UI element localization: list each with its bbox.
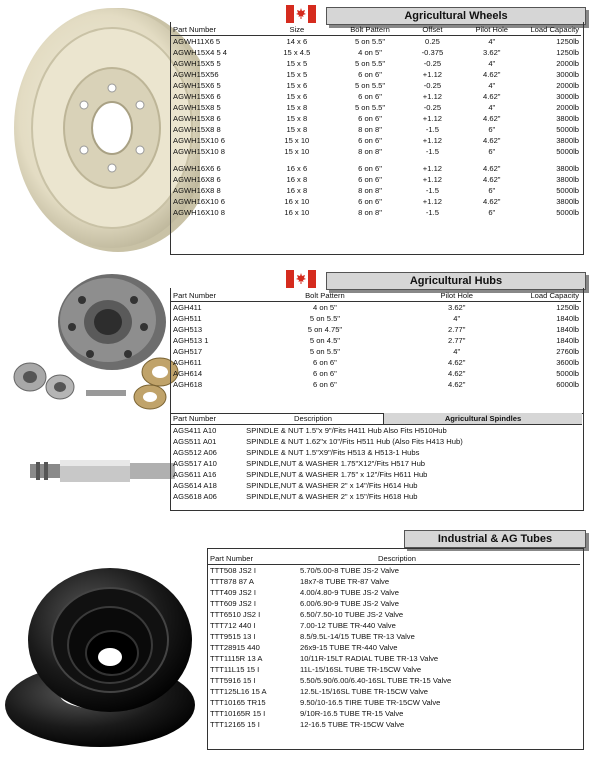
hubs-table-row-cell: 4.62": [447, 380, 466, 389]
wheels-table-row-cell: AGWH15X8 6: [173, 114, 221, 123]
hubs-table-row-cell: AGH511: [173, 314, 202, 323]
hubs-table-row-cell: 6000lb: [556, 380, 579, 389]
wheels-table-row-cell: 6 on 6": [358, 164, 382, 173]
tubes-table-row-cell: 9.50/10-16.5 TIRE TUBE TR-15CW Valve: [300, 698, 441, 707]
spindles-table-row-cell: AGS611 A16: [173, 470, 217, 479]
spindles-table-row: [171, 469, 581, 480]
tubes-table-row-cell: TTT878 87 A: [210, 577, 254, 586]
tubes-table-row: [208, 631, 580, 642]
hubs-table-row-cell: 5 on 4.75": [307, 325, 343, 334]
wheels-table-row: [171, 80, 581, 91]
wheels-table-row-cell: 3800lb: [556, 175, 579, 184]
wheels-table-row-cell: -0.375: [421, 48, 444, 57]
hubs-table-row-cell: 6 on 6": [313, 358, 337, 367]
tubes-table-row-cell: 12-16.5 TUBE TR-15CW Valve: [300, 720, 405, 729]
spindles-table-row-cell: AGS618 A06: [173, 492, 217, 501]
wheels-table-row-cell: 1250lb: [556, 37, 579, 46]
wheels-table-row-cell: 3800lb: [556, 136, 579, 145]
tubes-col-description: Description: [298, 553, 580, 565]
wheels-table-row-cell: -1.5: [425, 208, 439, 217]
wheels-table-row-cell: 4.62": [483, 197, 501, 206]
wheels-table-row-cell: 6": [488, 125, 496, 134]
spindles-col-description: Description: [294, 414, 332, 423]
wheels-col-bolt-pattern: Bolt Pattern: [333, 24, 406, 36]
wheels-table-row-cell: 5 on 5.5": [354, 59, 386, 68]
wheels-table-row-cell: 4.62": [483, 136, 501, 145]
hubs-table-row-cell: 2760lb: [556, 347, 579, 356]
hubs-table-row: [171, 335, 581, 346]
tubes-table-row: [208, 642, 580, 653]
tubes-table-row: [208, 708, 580, 719]
tubes-table-row-cell: 5.50/5.90/6.00/6.40-16SL TUBE TR-15 Valve: [300, 676, 452, 685]
wheels-table-row-cell: 4": [488, 59, 496, 68]
wheels-table-row: [171, 36, 581, 48]
wheels-table-row-cell: 8 on 8": [358, 125, 382, 134]
wheels-table-row: [171, 91, 581, 102]
spindles-table-row: [171, 425, 581, 436]
tubes-table-row-cell: TTT409 JS2 I: [210, 588, 257, 597]
wheels-table-row-cell: AGWH15X6 6: [173, 92, 221, 101]
wheels-table-row-cell: 4.62": [483, 92, 501, 101]
wheels-table-row-cell: AGWH16X8 6: [173, 175, 221, 184]
hubs-col-bolt-pattern: Bolt Pattern: [254, 290, 396, 302]
wheels-table-row-cell: AGWH15X56: [173, 70, 219, 79]
spindles-table-row-cell: AGS411 A10: [173, 426, 217, 435]
hubs-table-row-cell: 6 on 6": [313, 369, 337, 378]
wheels-table-row-cell: 4": [488, 81, 496, 90]
wheels-table-row-cell: AGWH16X6 6: [173, 164, 221, 173]
wheels-table-row-cell: 5000lb: [556, 208, 579, 217]
wheels-table-row-cell: 4": [488, 103, 496, 112]
tubes-table-row: [208, 697, 580, 708]
wheels-table-row-cell: 6 on 6": [358, 114, 382, 123]
tubes-table-row: [208, 653, 580, 664]
wheels-table-row-cell: 4.62": [483, 114, 501, 123]
wheels-table-row-cell: +1.12: [422, 70, 443, 79]
wheels-table-row-cell: 3000lb: [556, 92, 579, 101]
wheels-table-row-cell: AGWH15X6 5: [173, 81, 221, 90]
spindles-table-row: [171, 491, 581, 502]
wheels-table-row-cell: 2000lb: [556, 81, 579, 90]
agricultural-wheels-title: Agricultural Wheels: [326, 7, 586, 25]
tubes-table-row-cell: TTT11L15 15 I: [210, 665, 260, 674]
wheels-table-row-cell: +1.12: [422, 114, 443, 123]
wheels-table-row-cell: 15 x 5: [286, 70, 308, 79]
spindles-table-row-cell: SPINDLE,NUT & WASHER 2" x 14"/Fits H614 Hub: [246, 481, 418, 490]
spindles-table-row-cell: AGS517 A10: [173, 459, 217, 468]
wheels-table-row-cell: -1.5: [425, 186, 439, 195]
wheels-table-row-cell: 1250lb: [556, 48, 579, 57]
hubs-table-row-cell: 3.62": [447, 303, 466, 312]
wheels-table-row-cell: AGWH15X8 8: [173, 125, 221, 134]
hubs-table-row-cell: 5 on 5.5": [309, 347, 341, 356]
hubs-table-row-cell: 6 on 6": [313, 380, 337, 389]
hubs-table-row-cell: AGH614: [173, 369, 203, 378]
wheels-table-row-cell: 6 on 6": [358, 136, 382, 145]
wheels-table-row: [171, 146, 581, 157]
canada-flag-icon: [286, 5, 316, 23]
wheels-table-row-cell: AGWH16X8 8: [173, 186, 221, 195]
hubs-table-row: [171, 346, 581, 357]
hubs-table-row: [171, 357, 581, 368]
wheels-table-row: [171, 113, 581, 124]
hubs-table-row: [171, 368, 581, 379]
wheels-table-row-cell: +1.12: [422, 175, 443, 184]
wheels-table-row: [171, 163, 581, 174]
hubs-table-row-cell: 4": [453, 314, 461, 323]
wheels-table-row-cell: AGWH15X4 5 4: [173, 48, 228, 57]
wheels-col-pilot-hole: Pilot Hole: [458, 24, 525, 36]
wheels-table-row: [171, 58, 581, 69]
wheels-table-row-cell: 4 on 5": [358, 48, 382, 57]
wheels-table-row-cell: +1.12: [422, 197, 443, 206]
wheels-table-row-cell: 6": [488, 147, 496, 156]
agricultural-hubs-title: Agricultural Hubs: [326, 272, 586, 290]
canada-flag-icon: [286, 270, 316, 288]
tubes-col-part-number: Part Number: [208, 553, 298, 565]
spindles-header: [171, 413, 381, 424]
tubes-table-row-cell: 26x9-15 TUBE TR-440 Valve: [300, 643, 398, 652]
hubs-table-row-cell: 1840lb: [556, 336, 579, 345]
wheels-table-row-cell: 5000lb: [556, 186, 579, 195]
wheels-table-row-cell: -0.25: [423, 59, 442, 68]
hubs-table-row: [171, 379, 581, 390]
wheels-table-row-cell: AGWH15X8 5: [173, 103, 221, 112]
wheels-table-row-cell: 5 on 5.5": [354, 103, 386, 112]
hubs-table-row-cell: 4.62": [447, 358, 466, 367]
wheels-table-row-cell: 5 on 5.5": [354, 37, 386, 46]
tubes-table-row: [208, 620, 580, 631]
tubes-table-row-cell: 6.50/7.50-10 TUBE JS-2 Valve: [300, 610, 404, 619]
tubes-table-row-cell: 5.70/5.00-8 TUBE JS-2 Valve: [300, 566, 399, 575]
spindles-table-row-cell: AGS614 A18: [173, 481, 217, 490]
wheels-table-row-cell: 5 on 5.5": [354, 81, 386, 90]
wheels-table-row-cell: -1.5: [425, 147, 439, 156]
tubes-table-row-cell: 4.00/4.80-9 TUBE JS-2 Valve: [300, 588, 399, 597]
tubes-table-row-cell: 9/10R-16.5 TUBE TR-15 Valve: [300, 709, 404, 718]
tubes-table-row-cell: 6.00/6.90-9 TUBE JS-2 Valve: [300, 599, 399, 608]
agricultural-hub-image: [0, 262, 190, 427]
wheels-table-row: [171, 174, 581, 185]
hubs-table-row: [171, 324, 581, 335]
hubs-table-row-cell: 1840lb: [556, 314, 579, 323]
wheels-table-row: [171, 207, 581, 218]
tubes-table-row-cell: TTT10165 TR15: [210, 698, 266, 707]
wheels-table-row-cell: 3800lb: [556, 197, 579, 206]
hubs-table-row-cell: 1250lb: [556, 303, 579, 312]
wheels-table-row-cell: 16 x 8: [286, 175, 308, 184]
tubes-table-row: [208, 587, 580, 598]
tubes-table-row: [208, 719, 580, 730]
tubes-table-row-cell: 12.5L-15/16SL TUBE TR-15CW Valve: [300, 687, 429, 696]
wheels-table-row-cell: 16 x 10: [284, 208, 310, 217]
wheels-table-row-cell: 15 x 8: [286, 125, 308, 134]
wheels-table-row-cell: 6 on 6": [358, 175, 382, 184]
wheels-table-row-cell: 6": [488, 186, 496, 195]
spindles-table-row-cell: SPINDLE,NUT & WASHER 1.75" x 12"/Fits H611 Hub: [246, 470, 428, 479]
wheels-table-row-cell: 6 on 6": [358, 92, 382, 101]
wheels-table-row: [171, 47, 581, 58]
wheels-table-row-cell: 16 x 8: [286, 186, 308, 195]
wheels-table-row: [171, 69, 581, 80]
wheels-table-row-cell: 14 x 6: [286, 37, 308, 46]
hubs-table-row-cell: AGH618: [173, 380, 203, 389]
wheels-table-row: [171, 102, 581, 113]
wheels-col-part-number: Part Number: [171, 24, 260, 36]
tubes-table-row-cell: TTT28915 440: [210, 643, 260, 652]
wheels-table-row-cell: 3000lb: [556, 70, 579, 79]
wheels-table-row-cell: AGWH15X10 8: [173, 147, 225, 156]
spindles-table-row: [171, 447, 581, 458]
wheels-table-row-cell: 15 x 8: [286, 103, 308, 112]
tubes-table-row: [208, 576, 580, 587]
wheels-table: [171, 24, 581, 218]
wheels-table-row-cell: 8 on 8": [358, 186, 382, 195]
wheels-col-load-capacity: Load Capacity: [525, 24, 581, 36]
wheels-table-row-cell: 15 x 10: [284, 136, 310, 145]
spindles-col-part-number: Part Number: [173, 414, 217, 423]
wheels-table-row-cell: 3.62": [483, 48, 501, 57]
wheels-table-row-cell: 15 x 6: [286, 81, 308, 90]
wheels-table-row-cell: 6": [488, 208, 496, 217]
hubs-table-row-cell: AGH513: [173, 325, 203, 334]
tubes-table-row-cell: TTT5916 15 I: [210, 676, 256, 685]
wheels-table-row-cell: 2000lb: [556, 103, 579, 112]
wheels-table-row-cell: 16 x 6: [286, 164, 308, 173]
spindles-table-row-cell: SPINDLE,NUT & WASHER 2" x 15"/Fits H618 Hub: [246, 492, 418, 501]
hubs-table-row-cell: AGH517: [173, 347, 203, 356]
hubs-table-row: [171, 302, 581, 314]
spindles-table-row-cell: SPINDLE & NUT 1.62"x 10"/Fits H511 Hub (Also Fits H413 Hub): [246, 437, 463, 446]
wheels-table-row-cell: AGWH16X10 6: [173, 197, 225, 206]
hubs-table-row-cell: 4.62": [447, 369, 466, 378]
wheels-table-row-cell: 4.62": [483, 175, 501, 184]
hubs-table-row-cell: 1840lb: [556, 325, 579, 334]
tubes-table-row: [208, 598, 580, 609]
wheels-table-row-cell: 8 on 8": [358, 147, 382, 156]
wheels-table-row: [171, 185, 581, 196]
tubes-table-row-cell: TTT9515 13 I: [210, 632, 256, 641]
tubes-table-row-cell: 18x7-8 TUBE TR-87 Valve: [300, 577, 390, 586]
tubes-table-row-cell: TTT125L16 15 A: [210, 687, 267, 696]
wheels-table-row-cell: AGWH15X10 6: [173, 136, 225, 145]
wheels-table-row-cell: +1.12: [422, 92, 443, 101]
spindles-table-row: [171, 458, 581, 469]
wheels-table-row-cell: +1.12: [422, 136, 443, 145]
spindles-table-row-cell: SPINDLE & NUT 1.5"x 9"/Fits H411 Hub Also Fits H510Hub: [246, 426, 447, 435]
wheels-table-row-cell: 2000lb: [556, 59, 579, 68]
tubes-table-row-cell: TTT10165R 15 I: [210, 709, 266, 718]
spindles-table-row-cell: AGS512 A06: [173, 448, 217, 457]
wheels-table-row: [171, 124, 581, 135]
industrial-ag-tubes-title: Industrial & AG Tubes: [404, 530, 586, 548]
hubs-table-row-cell: 5 on 4.5": [309, 336, 341, 345]
wheels-table-row-cell: 15 x 8: [286, 114, 308, 123]
hubs-col-part-number: Part Number: [171, 290, 254, 302]
wheels-table-row-cell: 6 on 6": [358, 197, 382, 206]
wheels-table-row-cell: 15 x 4.5: [283, 48, 311, 57]
tubes-table: [208, 553, 580, 730]
wheels-table-row: [171, 196, 581, 207]
wheels-table-row-cell: 5000lb: [556, 125, 579, 134]
hubs-table-row-cell: 4 on 5": [313, 303, 337, 312]
tubes-table-row-cell: TTT508 JS2 I: [210, 566, 257, 575]
spindles-table: [171, 425, 581, 502]
tubes-table-row: [208, 686, 580, 697]
tubes-table-row: [208, 609, 580, 620]
hubs-table-row-cell: AGH513 1: [173, 336, 209, 345]
tubes-table-row: [208, 664, 580, 675]
tubes-table-row: [208, 565, 580, 577]
wheels-table-row-cell: +1.12: [422, 164, 443, 173]
agricultural-spindles-title: Agricultural Spindles: [383, 413, 582, 424]
hubs-table-row-cell: 2.77": [447, 325, 466, 334]
hubs-col-pilot-hole: Pilot Hole: [396, 290, 518, 302]
tubes-table-row-cell: TTT609 JS2 I: [210, 599, 257, 608]
tubes-table-row-cell: TTT1115R 13 A: [210, 654, 263, 663]
industrial-tube-image: [0, 555, 205, 755]
hubs-col-load-capacity: Load Capacity: [518, 290, 581, 302]
tubes-table-row-cell: TTT12165 15 I: [210, 720, 260, 729]
wheels-table-row-cell: 15 x 10: [284, 147, 310, 156]
tubes-table-row-cell: TTT712 440 I: [210, 621, 256, 630]
hubs-table-row-cell: 4": [453, 347, 461, 356]
wheels-col-offset: Offset: [407, 24, 458, 36]
hubs-table-row-cell: 5 on 5.5": [309, 314, 341, 323]
spindles-table-row-cell: SPINDLE & NUT 1.5"X9"/Fits H513 & H513-1 Hubs: [246, 448, 420, 457]
wheels-table-row-cell: 5000lb: [556, 147, 579, 156]
hubs-table-row-cell: 2.77": [447, 336, 466, 345]
wheels-table-row-cell: AGWH11X6 5: [173, 37, 221, 46]
wheels-table-row-cell: -0.25: [423, 81, 442, 90]
wheels-table-row-cell: 15 x 5: [286, 59, 308, 68]
wheels-table-row-cell: AGWH16X10 8: [173, 208, 225, 217]
wheels-table-row: [171, 135, 581, 146]
hubs-table-row-cell: AGH411: [173, 303, 202, 312]
spindles-table-row-cell: SPINDLE,NUT & WASHER 1.75"X12"/Fits H517 Hub: [246, 459, 426, 468]
hubs-table: [171, 290, 581, 390]
tubes-table-row: [208, 675, 580, 686]
tubes-table-row-cell: 8.5/9.5L-14/15 TUBE TR-13 Valve: [300, 632, 415, 641]
spindles-table-row-cell: AGS511 A01: [173, 437, 217, 446]
wheels-table-row-cell: -0.25: [423, 103, 442, 112]
tubes-table-row-cell: TTT6510 JS2 I: [210, 610, 261, 619]
wheels-table-row-cell: 6 on 6": [358, 70, 382, 79]
spindles-table-row: [171, 480, 581, 491]
agricultural-spindle-image: [30, 452, 180, 492]
hubs-table-row-cell: 5000lb: [556, 369, 579, 378]
wheels-table-row-cell: 3800lb: [556, 114, 579, 123]
hubs-table-row-cell: 3600lb: [556, 358, 579, 367]
wheels-table-row-cell: 0.25: [425, 37, 440, 46]
spindles-table-row: [171, 436, 581, 447]
hubs-table-row-cell: AGH611: [173, 358, 202, 367]
wheels-table-row-cell: AGWH15X5 5: [173, 59, 221, 68]
hubs-table-row: [171, 313, 581, 324]
wheels-table-row-cell: 16 x 10: [284, 197, 310, 206]
tubes-table-row-cell: 7.00-12 TUBE TR-440 Valve: [300, 621, 396, 630]
wheels-col-size: Size: [260, 24, 333, 36]
tubes-table-row-cell: 11L-15/16SL TUBE TR-15CW Valve: [300, 665, 422, 674]
wheels-table-row-cell: -1.5: [425, 125, 439, 134]
tubes-table-row-cell: 10/11R-15LT RADIAL TUBE TR-13 Valve: [300, 654, 439, 663]
wheels-table-row-cell: 3800lb: [556, 164, 579, 173]
wheels-table-row-cell: 15 x 6: [286, 92, 308, 101]
wheels-table-row-cell: 4.62": [483, 70, 501, 79]
wheels-table-row-cell: 4": [488, 37, 496, 46]
wheels-table-row-cell: 8 on 8": [358, 208, 382, 217]
wheels-table-row-cell: 4.62": [483, 164, 501, 173]
